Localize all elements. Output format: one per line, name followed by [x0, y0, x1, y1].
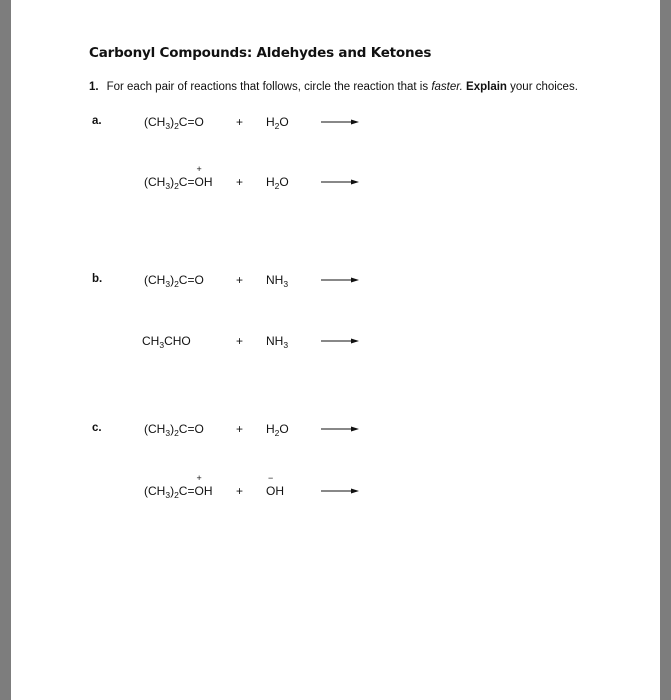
plus-sign: + [236, 115, 244, 129]
reaction-b1 [11, 272, 660, 296]
reaction-arrow-icon [321, 178, 359, 186]
question-1 [89, 81, 578, 93]
part-label-c: c. [92, 422, 102, 434]
plus-sign: + [236, 175, 244, 189]
reagent: $NH_3$ [266, 273, 289, 289]
plus-sign: + [236, 484, 244, 498]
question-number: 1. [89, 81, 99, 93]
plus-sign: + [236, 334, 244, 348]
reaction-arrow-icon [321, 276, 359, 284]
reagent: $H_2O$ [266, 115, 289, 131]
reaction-arrow-icon [321, 337, 359, 345]
reagent: $NH_3$ [266, 334, 289, 350]
reactant: $(CH_3)_2C=$ + OH [144, 164, 213, 191]
positive-charge: + [196, 473, 202, 483]
reaction-b2 [11, 333, 660, 357]
reaction-c1 [11, 421, 660, 445]
reagent: $H_2O$ [266, 175, 289, 191]
negative-charge: − [268, 473, 274, 483]
reaction-arrow-icon [321, 425, 359, 433]
reactant: $(CH_3)_2C=O$ [144, 115, 204, 131]
reaction-arrow-icon [321, 487, 359, 495]
part-label-a: a. [92, 115, 102, 127]
part-label-b: b. [92, 273, 103, 285]
reaction-a1 [11, 114, 660, 138]
question-text: For each pair of reactions that follows, circle the reaction that is [106, 81, 432, 93]
page-title: Carbonyl Compounds: Aldehydes and Ketones [89, 45, 432, 61]
positive-charge: + [196, 164, 202, 174]
question-text-bold: Explain [466, 81, 507, 93]
reactant: $(CH_3)_2C=O$ [144, 273, 204, 289]
reagent: $H_2O$ [266, 422, 289, 438]
reagent: − OH [266, 473, 285, 498]
plus-sign: + [236, 422, 244, 436]
reaction-a2 [11, 164, 660, 198]
plus-sign: + [236, 273, 244, 287]
reactant: $(CH_3)_2C=O$ [144, 422, 204, 438]
question-text-end: your choices. [506, 81, 578, 93]
question-text-italic: faster. [431, 81, 463, 93]
reaction-c2 [11, 473, 660, 507]
reactant: $(CH_3)_2C=$ + OH [144, 473, 213, 500]
reaction-arrow-icon [321, 118, 359, 126]
reactant: $CH_3CHO$ [142, 334, 191, 350]
worksheet-page [11, 0, 660, 700]
